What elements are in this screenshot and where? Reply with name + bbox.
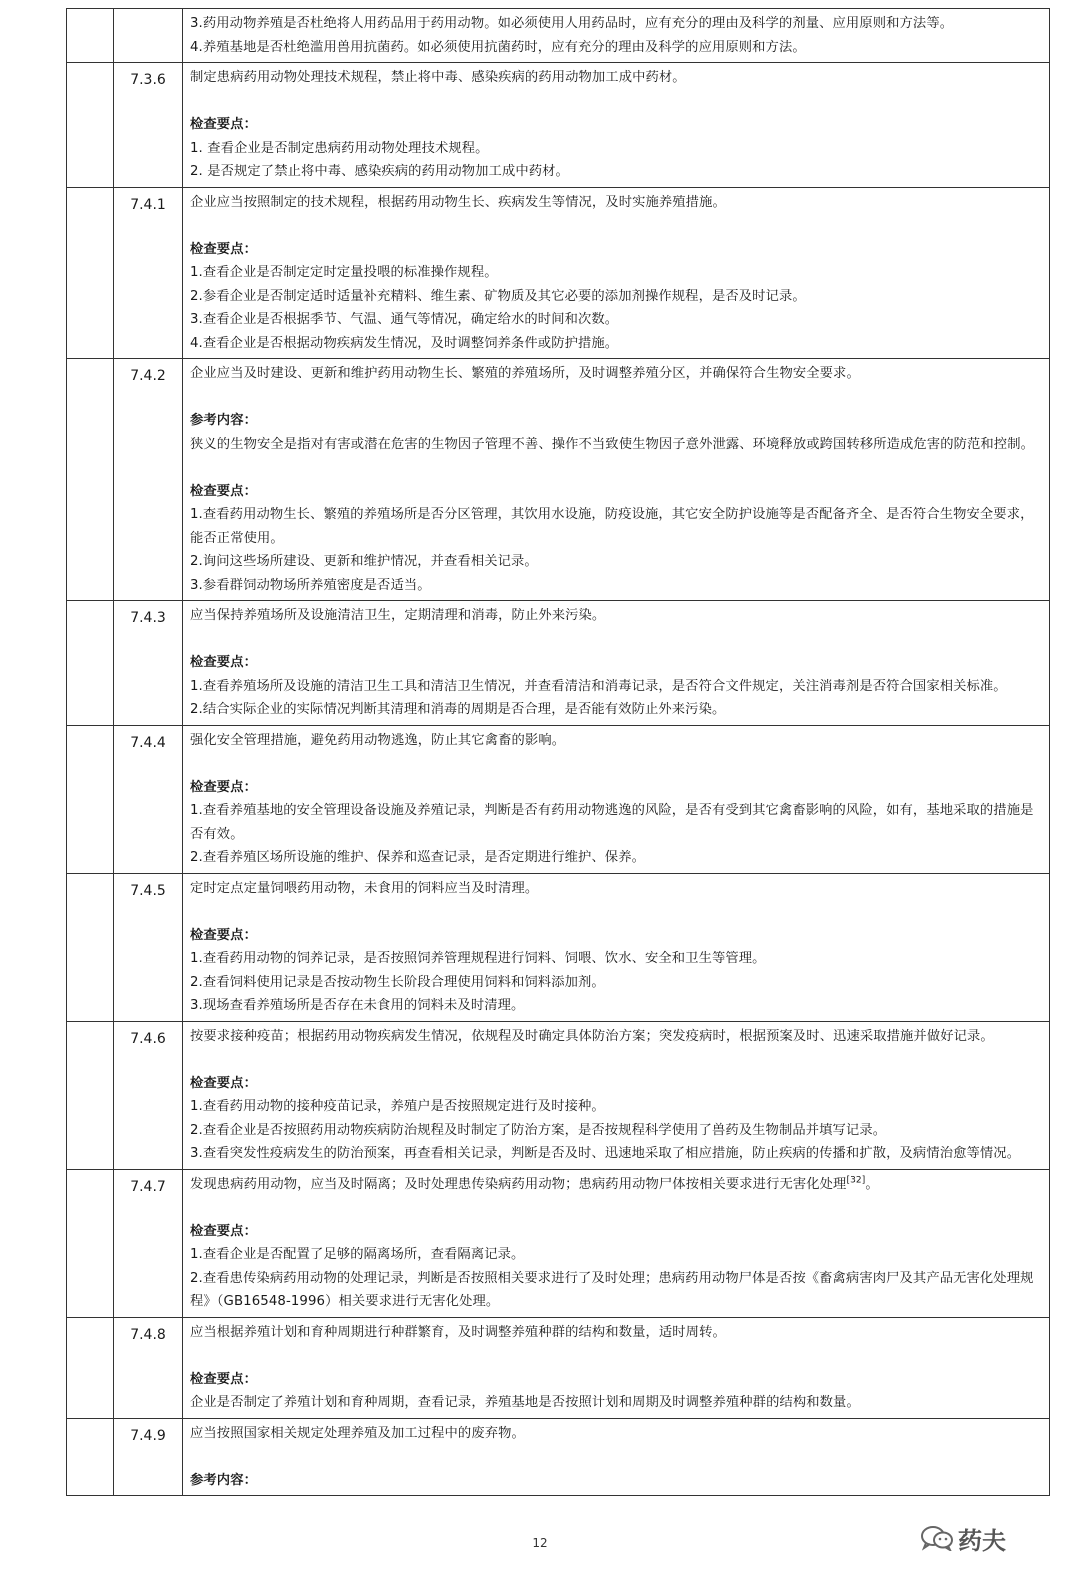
table-row [67,873,1050,1021]
clause-content [183,1317,1050,1418]
blank-line [190,1445,1041,1469]
content-line: 2.查看饲料使用记录是否按动物生长阶段合理使用饲料和饲料添加剂。 [190,974,605,990]
content-line: 应当按照国家相关规定处理养殖及加工过程中的废弃物。 [190,1425,525,1441]
clause-number: 7.4.7 [114,1169,183,1317]
content-line: 3.现场查看养殖场所是否存在未食用的饲料未及时清理。 [190,998,525,1013]
watermark-logo [920,1518,1060,1558]
blank-line [190,90,1041,114]
section-heading: 参考内容： [190,413,257,428]
content-line: 1.查看企业是否制定定时定量投喂的标准操作规程。 [190,265,498,280]
clause-content [183,359,1050,601]
content-line: 2. 是否规定了禁止将中毒、感染疾病的药用动物加工成中药材。 [190,164,569,179]
blank-line [190,900,1041,924]
clause-content [183,9,1050,63]
clause-content [183,187,1050,359]
content-text-tail: 。 [865,1176,879,1192]
page-number: 12 [532,1536,548,1550]
table-row [67,601,1050,726]
empty-cell [67,359,114,601]
content-line: 2.查看患传染病药用动物的处理记录，判断是否按照相关要求进行了及时处理；患病药用动物尸体是否按《畜禽病害肉尸及其产品无害化处理规程》（GB16548-1996）相关要求进行无害化处理。 [190,1270,1034,1309]
section-heading: 检查要点： [190,779,257,795]
blank-line [190,1344,1041,1368]
section-heading: 检查要点： [190,1075,257,1091]
content-line: 按要求接种疫苗；根据药用动物疾病发生情况，依规程及时确定具体防治方案；突发疫病时，根据预案及时、迅速采取措施并做好记录。 [190,1028,994,1044]
blank-line [190,628,1041,652]
content-line: 2.查看养殖区场所设施的维护、保养和巡查记录，是否定期进行维护、保养。 [190,850,645,865]
document-page [66,8,1050,1496]
clause-number: 7.4.6 [114,1021,183,1169]
clause-content [183,725,1050,873]
clause-number [114,9,183,63]
content-line: 定时定点定量饲喂药用动物，未食用的饲料应当及时清理。 [190,880,539,896]
table-row [67,1317,1050,1418]
watermark-text: 药夫 [958,1526,1006,1555]
section-heading: 检查要点： [190,241,257,257]
empty-cell [67,1169,114,1317]
section-heading: 检查要点： [190,117,257,132]
blank-line [190,1048,1041,1072]
blank-line [190,386,1041,410]
content-line: 企业应当按照制定的技术规程，根据药用动物生长、疾病发生等情况，及时实施养殖措施。 [190,194,726,210]
table-row [67,187,1050,359]
content-line: 4.养殖基地是否杜绝滥用兽用抗菌药。如必须使用抗菌药时，应有充分的理由及科学的应用原则和方法。 [190,39,806,55]
empty-cell [67,63,114,188]
content-line: 制定患病药用动物处理技术规程，禁止将中毒、感染疾病的药用动物加工成中药材。 [190,70,686,85]
content-line: 1.查看养殖场所及设施的清洁卫生工具和清洁卫生情况，并查看清洁和消毒记录，是否符合文件规定，关注消毒剂是否符合国家相关标准。 [190,678,1007,694]
blank-line [190,214,1041,238]
empty-cell [67,601,114,726]
clause-number: 7.3.6 [114,63,183,188]
content-text: 发现患病药用动物，应当及时隔离；及时处理患传染病药用动物；患病药用动物尸体按相关要求进行无害化处理 [190,1176,847,1192]
empty-cell [67,1418,114,1496]
empty-cell [67,187,114,359]
content-line: 2.查看企业是否按照药用动物疾病防治规程及时制定了防治方案，是否按规程科学使用了兽药及生物制品并填写记录。 [190,1122,887,1138]
wechat-icon [920,1525,954,1551]
table-row [67,359,1050,601]
content-line: 应当根据养殖计划和育种周期进行种群繁育，及时调整养殖种群的结构和数量，适时周转。 [190,1324,726,1340]
content-line: 3.查看企业是否根据季节、气温、通气等情况，确定给水的时间和次数。 [190,312,619,327]
empty-cell [67,1021,114,1169]
clause-content [183,873,1050,1021]
content-line: 3.查看突发性疫病发生的防治预案，再查看相关记录，判断是否及时、迅速地采取了相应措施，防止疾病的传播和扩散，及病情治愈等情况。 [190,1146,1021,1161]
clause-content [183,1021,1050,1169]
content-line [190,1173,1041,1197]
empty-cell [67,1317,114,1418]
content-line: 强化安全管理措施，避免药用动物逃逸，防止其它禽畜的影响。 [190,732,566,748]
content-line: 狭义的生物安全是指对有害或潜在危害的生物因子管理不善、操作不当致使生物因子意外泄露、环境释放或跨国转移所造成危害的防范和控制。 [190,436,1035,452]
clause-number: 7.4.1 [114,187,183,359]
clause-content [183,601,1050,726]
content-line: 2.结合实际企业的实际情况判断其清理和消毒的周期是否合理，是否能有效防止外来污染。 [190,702,726,717]
content-line: 1.查看药用动物生长、繁殖的养殖场所是否分区管理，其饮用水设施，防疫设施，其它安全防护设施等是否配备齐全、是否符合生物安全要求，能否正常使用。 [190,507,1034,546]
clause-number: 7.4.5 [114,873,183,1021]
content-line: 1. 查看企业是否制定患病药用动物处理技术规程。 [190,140,489,156]
content-line: 1.查看药用动物的接种疫苗记录，养殖户是否按照规定进行及时接种。 [190,1099,605,1114]
table-row [67,1021,1050,1169]
table-row [67,63,1050,188]
citation-ref: [32] [846,1175,866,1186]
content-line: 应当保持养殖场所及设施清洁卫生，定期清理和消毒，防止外来污染。 [190,608,606,623]
clause-number: 7.4.3 [114,601,183,726]
clause-number: 7.4.9 [114,1418,183,1496]
content-line: 3.药用动物养殖是否杜绝将人用药品用于药用动物。如必须使用人用药品时，应有充分的理由及科学的剂量、应用原则和方法等。 [190,16,954,31]
clause-content [183,63,1050,188]
clause-content [183,1418,1050,1496]
section-heading: 检查要点： [190,927,257,943]
clause-content [183,1169,1050,1317]
content-line: 1.查看企业是否配置了足够的隔离场所，查看隔离记录。 [190,1247,525,1262]
inspection-table [66,8,1050,1496]
section-heading: 检查要点： [190,483,257,499]
section-heading: 参考内容： [190,1472,257,1488]
table-row [67,1169,1050,1317]
empty-cell [67,9,114,63]
content-line: 企业是否制定了养殖计划和育种周期，查看记录，养殖基地是否按照计划和周期及时调整养殖种群的结构和数量。 [190,1395,860,1410]
blank-line [190,1196,1041,1220]
section-heading: 检查要点： [190,1223,257,1239]
content-line: 4.查看企业是否根据动物疾病发生情况，及时调整饲养条件或防护措施。 [190,335,619,351]
blank-line [190,456,1041,480]
clause-number: 7.4.8 [114,1317,183,1418]
content-line: 企业应当及时建设、更新和维护药用动物生长、繁殖的养殖场所，及时调整养殖分区，并确保符合生物安全要求。 [190,366,860,381]
empty-cell [67,725,114,873]
table-row [67,9,1050,63]
section-heading: 检查要点： [190,1371,257,1387]
table-body [67,9,1050,1496]
table-row [67,1418,1050,1496]
content-line: 3.参看群饲动物场所养殖密度是否适当。 [190,577,431,593]
content-line: 2.询问这些场所建设、更新和维护情况，并查看相关记录。 [190,554,538,569]
section-heading: 检查要点： [190,655,257,670]
content-line: 1.查看养殖基地的安全管理设备设施及养殖记录，判断是否有药用动物逃逸的风险，是否有受到其它禽畜影响的风险，如有，基地采取的措施是否有效。 [190,803,1034,842]
content-line: 1.查看药用动物的饲养记录，是否按照饲养管理规程进行饲料、饲喂、饮水、安全和卫生等管理。 [190,951,766,966]
empty-cell [67,873,114,1021]
content-line: 2.参看企业是否制定适时适量补充精料、维生素、矿物质及其它必要的添加剂操作规程，是否及时记录。 [190,288,806,304]
blank-line [190,752,1041,776]
clause-number: 7.4.4 [114,725,183,873]
clause-number: 7.4.2 [114,359,183,601]
table-row [67,725,1050,873]
